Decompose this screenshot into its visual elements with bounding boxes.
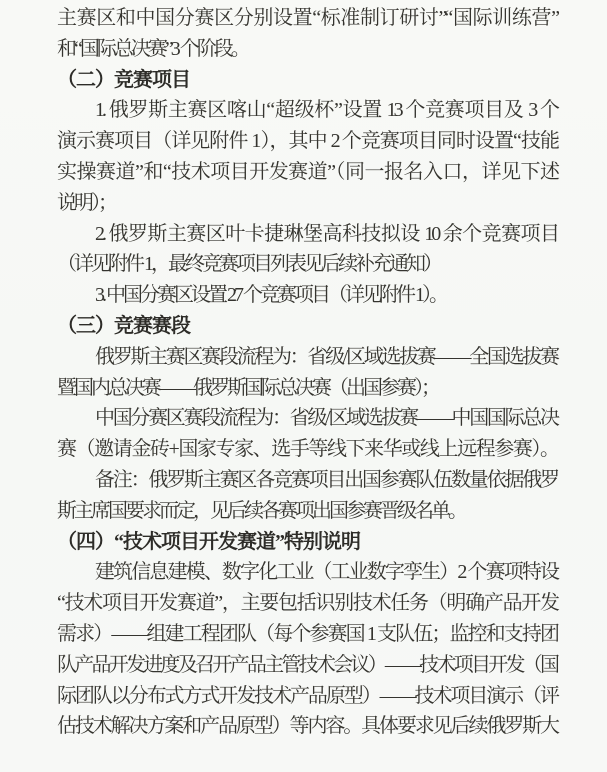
text-line: 中国分赛区赛段流程为：省级/区域选拔赛——中国国际总决 [95, 407, 557, 430]
text-line: “技术项目开发赛道”，主要包括识别技术任务（明确产品开发 [57, 592, 557, 615]
list-item-2: 2. 俄罗斯主赛区叶卡捷琳堡高科技拟设 10 余个竞赛项目 [95, 222, 557, 245]
section-heading-4: （四）“技术项目开发赛道”特别说明 [57, 530, 360, 553]
section-heading-2: （二）竞赛项目 [57, 68, 190, 91]
text-line: 俄罗斯主赛区赛段流程为：省级/区域选拔赛——全国选拔赛 [95, 345, 557, 368]
text-line: 际团队以分布式方式开发技术产品原型）——技术项目演示（评 [57, 684, 557, 707]
text-line: 实操赛道”和“技术项目开发赛道”（同一报名入口，详见下述 [57, 160, 557, 183]
section-heading-3: （三）竞赛赛段 [57, 314, 190, 337]
text-line: 估技术解决方案和产品原型）等内容。具体要求见后续俄罗斯大 [57, 715, 557, 738]
page-text [57, 3, 557, 742]
text-line: 队产品开发进度及召开产品主管技术会议）——技术项目开发（国 [57, 653, 557, 676]
text-line: 主赛区和中国分赛区分别设置“标准制订研讨”“国际训练营” [57, 7, 557, 29]
text-line: 演示赛项目（详见附件 1），其中 2 个竞赛项目同时设置“技能 [57, 130, 557, 153]
list-item-3: 3. 中国分赛区设置 27 个竞赛项目（详见附件 1）。 [95, 284, 446, 307]
text-line: 暨国内总决赛——俄罗斯国际总决赛（出国参赛）； [57, 376, 438, 399]
text-line: 说明）； [57, 191, 115, 214]
list-item-1: 1. 俄罗斯主赛区喀山“超级杯”设置 13 个竞赛项目及 3 个 [95, 99, 557, 122]
remark-line: 斯主席国要求而定，见后续各赛项出国参赛晋级名单。 [57, 499, 465, 522]
text-line: 赛（邀请金砖+国家专家、选手等线下来华或线上远程参赛）。 [57, 438, 557, 461]
text-line: 需求）——组建工程团队（每个参赛国 1 支队伍；监控和支持团 [57, 622, 557, 645]
remark-line: 备注：俄罗斯主赛区各竞赛项目出国参赛队伍数量依据俄罗 [95, 468, 557, 491]
text-line: （详见附件 1，最终竞赛项目列表见后续补充通知） [57, 253, 440, 276]
text-line: 和“国际总决赛”3 个阶段。 [57, 37, 248, 60]
text-line: 建筑信息建模、数字化工业（工业数字孪生）2 个赛项特设 [95, 561, 557, 584]
